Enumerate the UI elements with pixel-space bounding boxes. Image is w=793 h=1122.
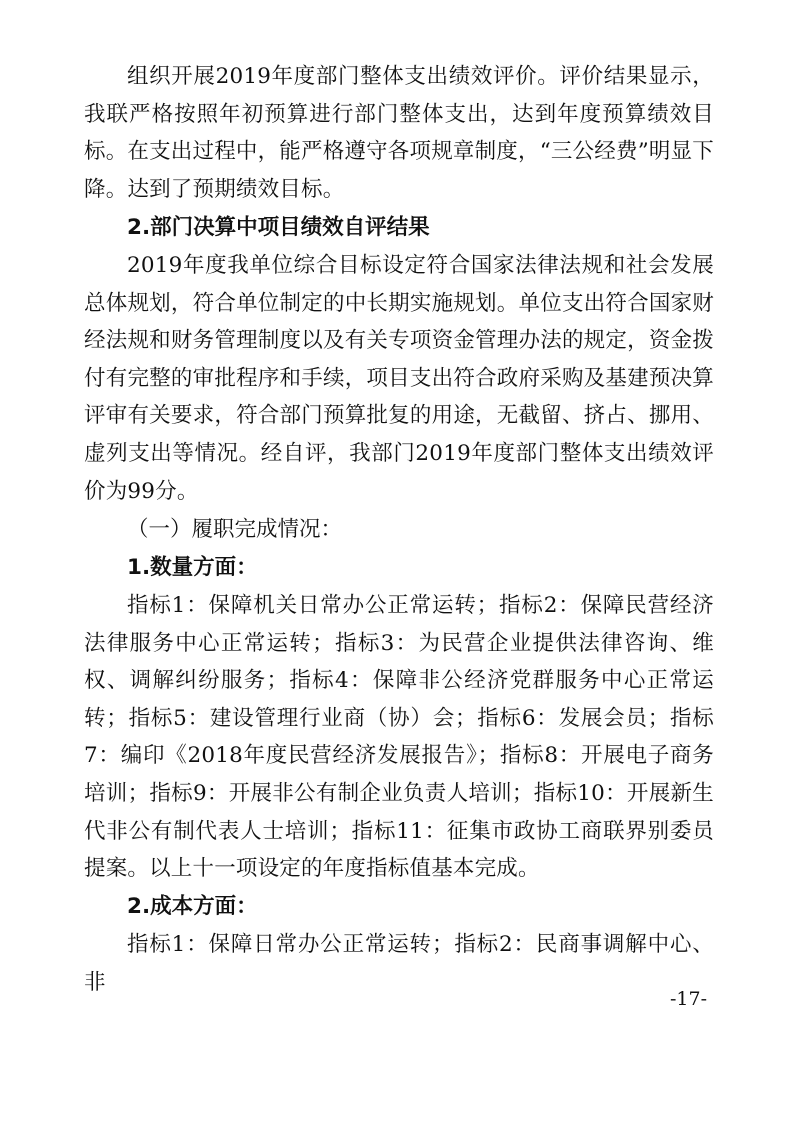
paragraph-quantity-indicators: 指标1：保障机关日常办公正常运转；指标2：保障民营经济法律服务中心正常运转；指标3：为民营企业提供法律咨询、维权、调解纠纷服务；指标4：保障非公经济党群服务中心正常运转；指标5：建设管理行业商（协）会；指标6：发展会员；指标7：编印《2018年度民营经济发展报告》；指标8：开展电子商务培训；指标9：开展非公有制企业负责人培训；指标10：开展新生代非公有制代表人士培训；指标11：征集市政协工商联界别委员提案。以上十一项设定的年度指标值基本完成。 <box>84 593 714 882</box>
paragraph-cost-indicators: 指标1：保障日常办公正常运转；指标2：民商事调解中心、非 <box>84 932 714 995</box>
paragraph-project-self-evaluation: 2019年度我单位综合目标设定符合国家法律法规和社会发展总体规划，符合单位制定的中长期实施规划。单位支出符合国家财经法规和财务管理制度以及有关专项资金管理办法的规定，资金拨付有完整的审批程序和手续，项目支出符合政府采购及基建预决算评审有关要求，符合部门预算批复的用途，无截留、挤占、挪用、虚列支出等情况。经自评，我部门2019年度部门整体支出绩效评价为99分。 <box>84 253 714 504</box>
page-number: -17- <box>669 988 707 1010</box>
subsection-heading-duty-completion: （一）履职完成情况： <box>127 517 343 542</box>
section-heading-project-evaluation: 2.部门决算中项目绩效自评结果 <box>127 215 430 240</box>
paragraph-performance-evaluation: 组织开展2019年度部门整体支出绩效评价。评价结果显示，我联严格按照年初预算进行部门整体支出，达到年度预算绩效目标。在支出过程中，能严格遵守各项规章制度，“三公经费”明显下降。达到了预期绩效目标。 <box>84 64 714 202</box>
section-heading-cost: 2.成本方面： <box>127 894 258 919</box>
section-heading-quantity: 1.数量方面： <box>127 555 258 580</box>
